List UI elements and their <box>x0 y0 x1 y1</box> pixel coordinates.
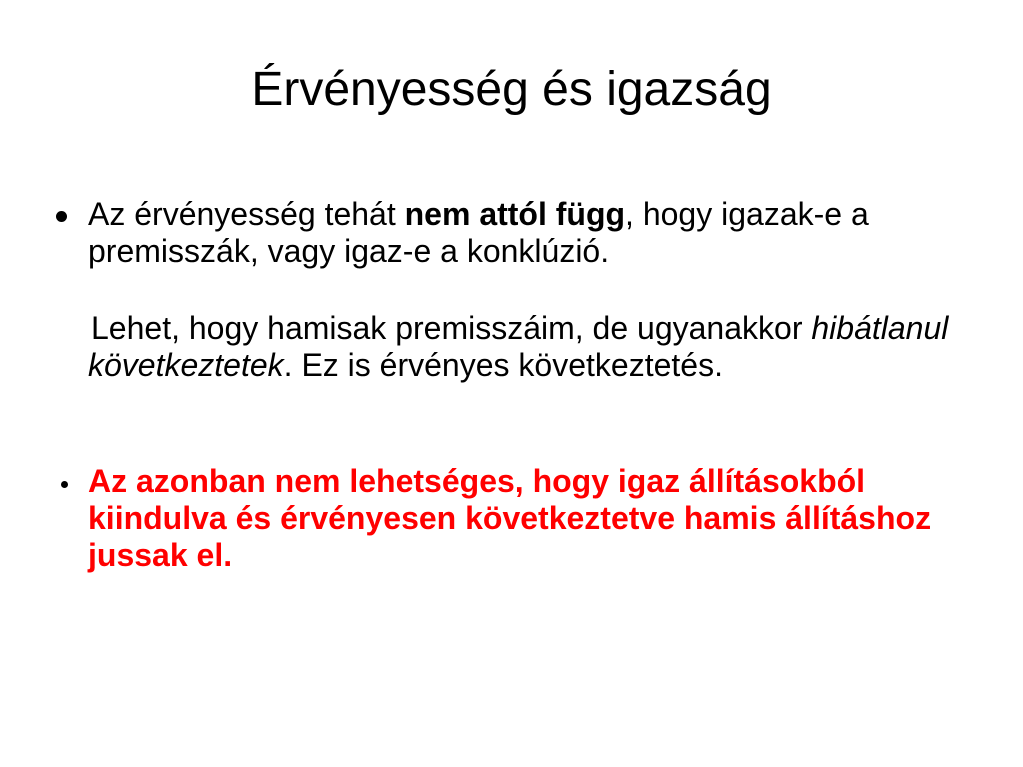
paragraph-text-lead: Lehet, hogy hamisak premisszáim, de ugyanakkor <box>91 310 812 346</box>
bullet-dot-icon <box>61 481 68 488</box>
paragraph-text-tail: . Ez is érvényes következtetés. <box>283 347 723 383</box>
bullet-text <box>56 196 976 270</box>
paragraph-text-italic: hibátlanul következtetek <box>88 310 949 383</box>
bullet-text-lead: Az érvényesség tehát <box>88 196 405 232</box>
bullet-dot-icon <box>56 211 67 222</box>
bullet-item-impossibility <box>56 463 976 574</box>
slide-title: Érvényesség és igazság <box>251 63 772 116</box>
paragraph-example <box>88 310 958 384</box>
bullet-item-validity <box>56 196 976 270</box>
bullet-text-bold: nem attól függ <box>404 196 626 232</box>
bullet-text-emphasis: Az azonban nem lehetséges, hogy igaz állításokból kiindulva és érvényesen következtetve hamis állításhoz jussak el. <box>88 463 932 573</box>
bullet-text-tail: , hogy igazak-e a premisszák, vagy igaz-e a konklúzió. <box>88 196 869 269</box>
